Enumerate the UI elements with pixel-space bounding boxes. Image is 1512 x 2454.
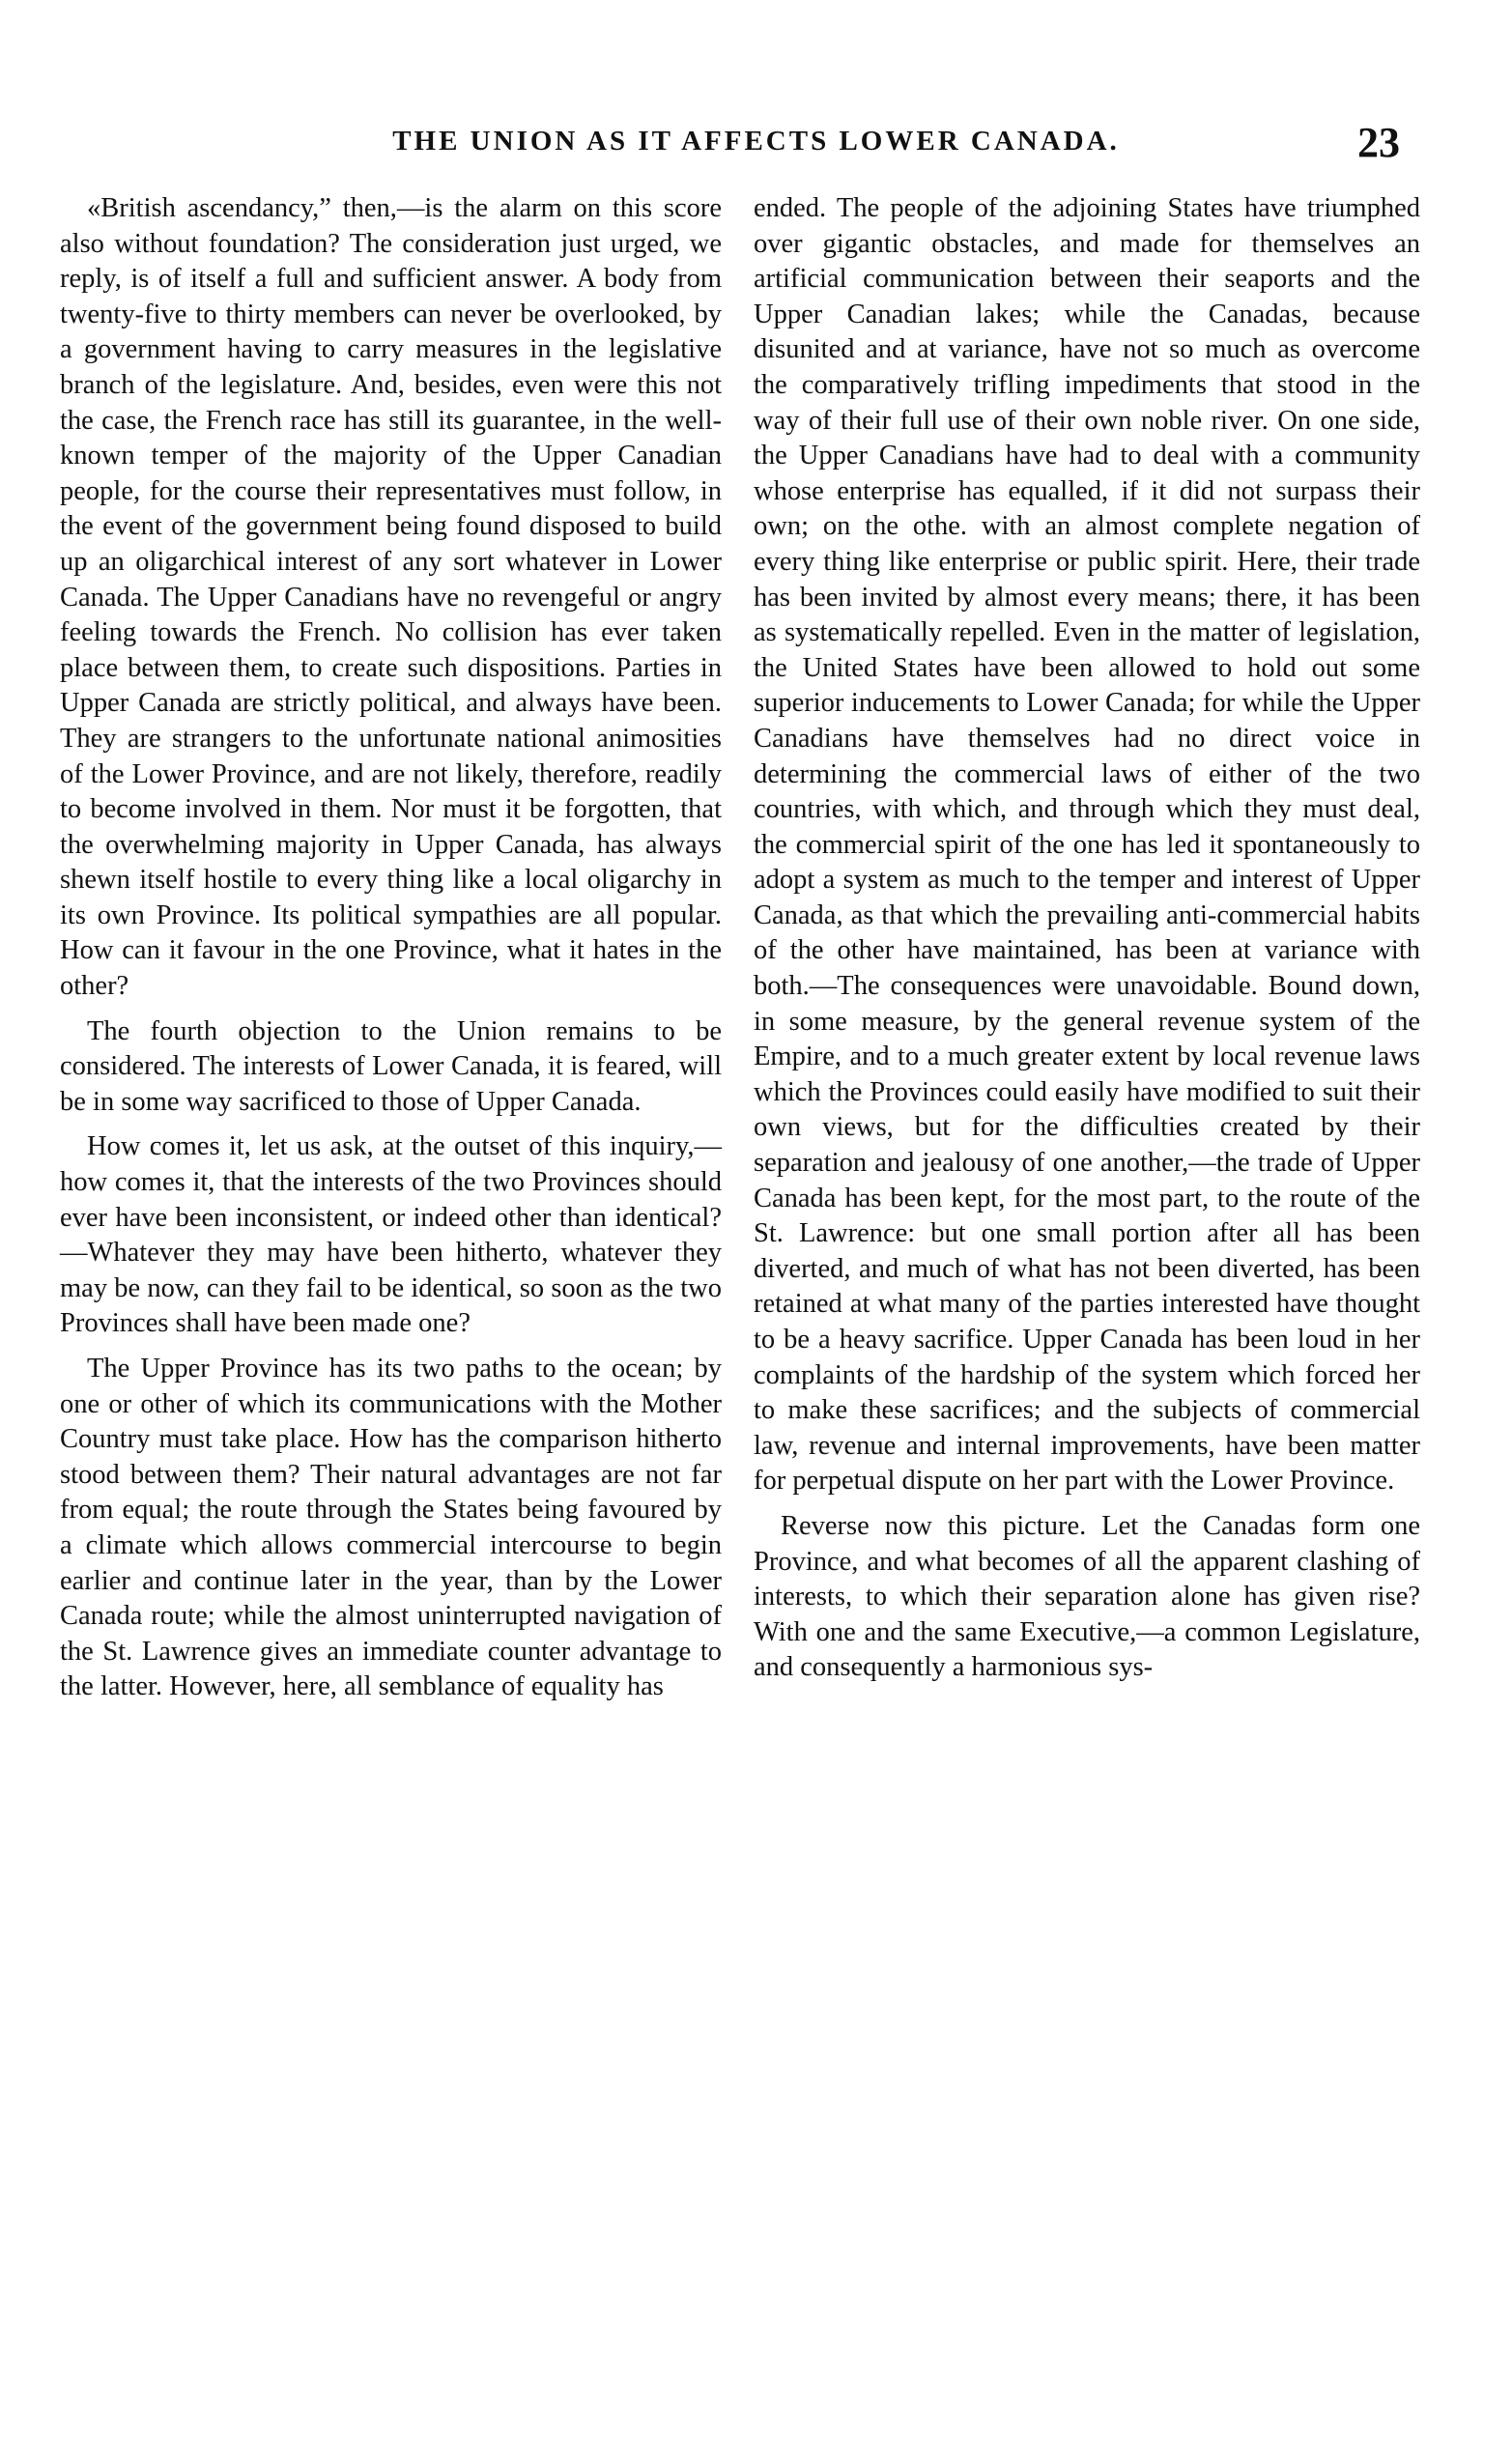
running-title: THE UNION AS IT AFFECTS LOWER CANADA. (392, 126, 1120, 157)
paragraph: How comes it, let us ask, at the outset of this inquiry,—how comes it, that the interests of the two Provinces should ever have been inconsistent, or indeed other than identical?—Whatever they may have been hitherto, whatever they may be now, can they fail to be identical, so soon as the two Provinces shall have been made one? (60, 1131, 722, 1339)
page-number: 23 (1357, 119, 1400, 166)
paragraph: Reverse now this picture. Let the Canadas form one Province, and what becomes of all the apparent clashing of interests, to which their separation alone has given rise? With one and the same Executive,—a common Legislature, and consequently a harmonious sys- (754, 1510, 1420, 1683)
paragraph: «British ascendancy,” then,—is the alarm on this score also without foundation? The consideration just urged, we reply, is of itself a full and sufficient answer. A body from twenty-five to thirty members can never be overlooked, by a government having to carry measures in the legislative branch of the legislature. And, besides, even were this not the case, the French race has still its guarantee, in the well-known temper of the majority of the Upper Canadian people, for the course their representatives must follow, in the event of the government being found disposed to build up an oligarchical interest of any sort whatever in Lower Canada. The Upper Canadians have no revengeful or angry feeling towards the French. No collision has ever taken place between them, to create such dispositions. Parties in Upper Canada are strictly political, and always have been. They are strangers to the unfortunate national animosities of the Lower Province, and are not likely, therefore, readily to become involved in them. Nor must it be forgotten, that the overwhelming majority in Upper Canada, has always shewn itself hostile to every thing like a local oligarchy in its own Province. Its political sympathies are all popular. How can it favour in the one Province, what it hates in the other? (60, 193, 722, 1002)
page-header (97, 118, 1415, 176)
paragraph: The Upper Province has its two paths to the ocean; by one or other of which its communications with the Mother Country must take place. How has the comparison hitherto stood between them? Their natural advantages are not far from equal; the route through the States being favoured by a climate which allows commercial intercourse to begin earlier and continue later in the year, than by the Lower Canada route; while the almost uninterrupted navigation of the St. Lawrence gives an immediate counter advantage to the latter. However, here, all semblance of equality has (60, 1354, 722, 1702)
left-column (60, 191, 722, 1705)
right-column (754, 191, 1420, 1686)
paragraph: ended. The people of the adjoining States have triumphed over gigantic obstacles, and made for themselves an artificial communication between their seaports and the Upper Canadian lakes; while the Canadas, because disunited and at variance, have not so much as overcome the comparatively trifling impediments that stood in the way of their full use of their own noble river. On one side, the Upper Canadians have had to deal with a community whose enterprise has equalled, if it did not surpass their own; on the othe. with an almost complete negation of every thing like enterprise or public spirit. Here, their trade has been invited by almost every means; there, it has been as systematically repelled. Even in the matter of legislation, the United States have been allowed to hold out some superior inducements to Lower Canada; for while the Upper Canadians have themselves had no direct voice in determining the commercial laws of either of the two countries, with which, and through which they must deal, the commercial spirit of the one has led it spontaneously to adopt a system as much to the temper and interest of Upper Canada, as that which the prevailing anti-commercial habits of the other have maintained, has been at variance with both.—The consequences were unavoidable. Bound down, in some measure, by the general revenue system of the Empire, and to a much greater extent by local revenue laws which the Provinces could easily have modified to suit their own views, but for the difficulties created by their separation and jealousy of one another,—the trade of Upper Canada has been kept, for the most part, to the route of the St. Lawrence: but one small portion after all has been diverted, and much of what has not been diverted, has been retained at what many of the parties interested have thought to be a heavy sacrifice. Upper Canada has been loud in her complaints of the hardship of the system which forced her to make these sacrifices; and the subjects of commercial law, revenue and internal improvements, have been matter for perpetual dispute on her part with the Lower Province. (754, 193, 1420, 1497)
paragraph: The fourth objection to the Union remains to be considered. The interests of Lower Canada, it is feared, will be in some way sacrificed to those of Upper Canada. (60, 1015, 722, 1117)
